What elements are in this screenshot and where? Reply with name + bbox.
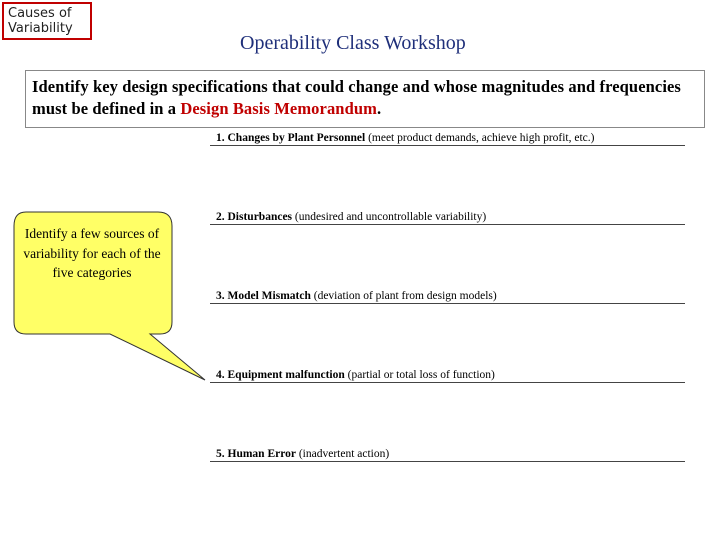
category-desc: (undesired and uncontrollable variability) bbox=[292, 211, 487, 223]
callout-text: Identify a few sources of variability for each of the five categories bbox=[23, 226, 161, 280]
category-name: 2. Disturbances bbox=[216, 211, 293, 223]
category-name: 4. Equipment malfunction bbox=[216, 369, 345, 381]
category-name: 1. Changes by Plant Personnel bbox=[216, 132, 366, 144]
page-title: Operability Class Workshop bbox=[240, 32, 466, 54]
category-line-2 bbox=[210, 210, 685, 225]
category-line-4 bbox=[210, 368, 685, 383]
category-desc: (inadvertent action) bbox=[295, 448, 390, 460]
intro-highlight: Design Basis Memorandum bbox=[180, 99, 377, 118]
intro-period: . bbox=[376, 99, 382, 118]
intro-text: Identify key design specifications that could change and whose magnitudes and frequencies must be defined in a bbox=[32, 77, 681, 118]
section-tag: Causes of Variability bbox=[2, 2, 92, 40]
category-name: 5. Human Error bbox=[216, 448, 296, 460]
category-line-5 bbox=[210, 447, 685, 462]
category-desc: (partial or total loss of function) bbox=[344, 369, 495, 381]
category-desc: (deviation of plant from design models) bbox=[310, 290, 497, 302]
category-name: 3. Model Mismatch bbox=[216, 290, 311, 302]
category-line-1 bbox=[210, 131, 685, 146]
category-line-3 bbox=[210, 289, 685, 304]
category-desc: (meet product demands, achieve high profit, etc.) bbox=[365, 132, 595, 144]
